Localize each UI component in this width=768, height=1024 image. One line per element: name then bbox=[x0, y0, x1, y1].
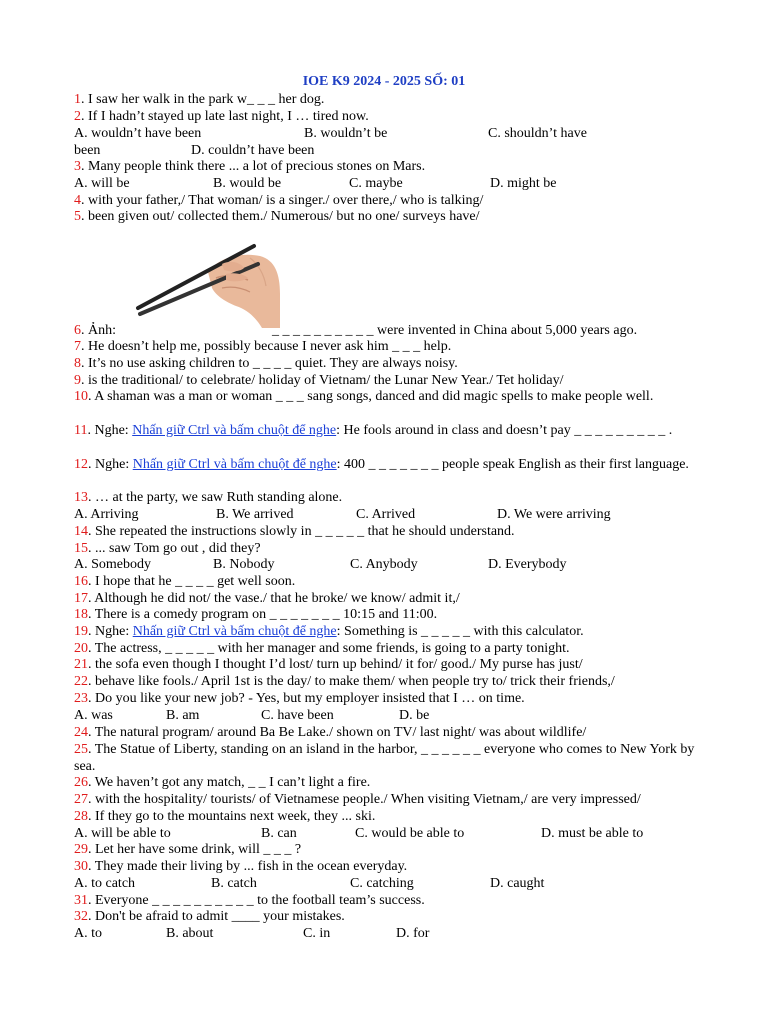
question-text: . Many people think there ... a lot of precious stones on Mars. bbox=[81, 159, 426, 174]
option-c: C. would be able to bbox=[355, 826, 465, 841]
option-b: B. wouldn’t be bbox=[304, 126, 388, 141]
question-number: 27 bbox=[74, 792, 88, 807]
option-d: D. caught bbox=[490, 876, 545, 891]
question-text: . Don't be afraid to admit ____ your mistakes. bbox=[88, 909, 345, 924]
option-a: A. wouldn’t have been bbox=[74, 126, 202, 141]
question-text: . with the hospitality/ tourists/ of Vietnamese people./ When visiting Vietnam,/ are very impressed/ bbox=[88, 792, 641, 807]
question-30 bbox=[74, 859, 714, 876]
question-7 bbox=[74, 339, 714, 356]
question-number: 20 bbox=[74, 641, 88, 656]
question-text: . behave like fools./ April 1st is the day/ to make them/ when people try to/ trick their friends,/ bbox=[88, 674, 615, 689]
question-31 bbox=[74, 893, 714, 910]
option-b: B. can bbox=[261, 826, 297, 841]
option-a: A. to catch bbox=[74, 876, 136, 891]
question-8 bbox=[74, 356, 714, 373]
question-text: : He fools around in class and doesn’t pay _ _ _ _ _ _ _ _ _ . bbox=[336, 423, 673, 438]
question-text: _ _ _ _ _ _ _ _ _ _ were invented in China about 5,000 years ago. bbox=[272, 323, 638, 338]
option-b: B. Nobody bbox=[213, 557, 275, 572]
question-text: . It’s no use asking children to _ _ _ _ quiet. They are always noisy. bbox=[81, 356, 458, 371]
question-11 bbox=[74, 423, 714, 440]
question-text: . Although he did not/ the vase./ that he broke/ we know/ admit it,/ bbox=[88, 591, 460, 606]
question-32 bbox=[74, 909, 714, 926]
option-a: A. Arriving bbox=[74, 507, 139, 522]
question-4 bbox=[74, 193, 714, 210]
option-b: B. am bbox=[166, 708, 200, 723]
question-6 bbox=[74, 323, 714, 340]
question-text: . We haven’t got any match, _ _ I can’t light a fire. bbox=[88, 775, 371, 790]
question-18 bbox=[74, 607, 714, 624]
question-number: 2 bbox=[74, 109, 81, 124]
question-number: 7 bbox=[74, 339, 81, 354]
question-text: . If I hadn’t stayed up late last night, I … tired now. bbox=[81, 109, 369, 124]
option-c: C. have been bbox=[261, 708, 334, 723]
option-d: D. Everybody bbox=[488, 557, 567, 572]
question-text: . Do you like your new job? - Yes, but my employer insisted that I … on time. bbox=[88, 691, 525, 706]
question-2 bbox=[74, 109, 714, 126]
question-20 bbox=[74, 641, 714, 658]
question-text: . There is a comedy program on _ _ _ _ _ _ _ 10:15 and 11:00. bbox=[88, 607, 438, 622]
question-17 bbox=[74, 591, 714, 608]
option-c: C. catching bbox=[350, 876, 414, 891]
option-a: A. to bbox=[74, 926, 102, 941]
question-text: . Everyone _ _ _ _ _ _ _ _ _ _ to the football team’s success. bbox=[88, 893, 425, 908]
listen-audio-link[interactable]: Nhấn giữ Ctrl và bấm chuột để nghe bbox=[132, 457, 337, 472]
question-text: : Something is _ _ _ _ _ with this calculator. bbox=[336, 624, 584, 639]
option-d: D. for bbox=[396, 926, 430, 941]
question-21 bbox=[74, 657, 714, 674]
question-text: . They made their living by ... fish in the ocean everyday. bbox=[88, 859, 408, 874]
question-number: 14 bbox=[74, 524, 88, 539]
question-22 bbox=[74, 674, 714, 691]
option-b: B. would be bbox=[213, 176, 282, 191]
question-text: . ... saw Tom go out , did they? bbox=[88, 541, 261, 556]
question-3 bbox=[74, 159, 714, 176]
option-d: D. We were arriving bbox=[497, 507, 611, 522]
question-text: . The actress, _ _ _ _ _ with her manager and some friends, is going to a party tonight. bbox=[88, 641, 570, 656]
question-number: 17 bbox=[74, 591, 88, 606]
question-prefix: . Nghe: bbox=[88, 457, 133, 472]
option-b: B. about bbox=[166, 926, 214, 941]
question-23 bbox=[74, 691, 714, 708]
question-text: . I hope that he _ _ _ _ get well soon. bbox=[88, 574, 296, 589]
listen-audio-link[interactable]: Nhấn giữ Ctrl và bấm chuột để nghe bbox=[132, 423, 337, 438]
question-19 bbox=[74, 624, 714, 641]
question-10 bbox=[74, 389, 714, 406]
question-24 bbox=[74, 725, 714, 742]
option-b: B. catch bbox=[211, 876, 257, 891]
question-27 bbox=[74, 792, 714, 809]
question-number: 1 bbox=[74, 92, 81, 107]
question-text: . the sofa even though I thought I’d lost/ turn up behind/ it for/ good./ My purse has just/ bbox=[88, 657, 583, 672]
option-a: A. will be able to bbox=[74, 826, 171, 841]
option-d: D. must be able to bbox=[541, 826, 644, 841]
question-12 bbox=[74, 457, 714, 474]
question-number: 16 bbox=[74, 574, 88, 589]
question-number: 13 bbox=[74, 490, 88, 505]
question-number: 30 bbox=[74, 859, 88, 874]
option-d: D. be bbox=[399, 708, 430, 723]
question-number: 15 bbox=[74, 541, 88, 556]
question-number: 9 bbox=[74, 373, 81, 388]
option-c-continued: been bbox=[74, 143, 101, 158]
question-text: . … at the party, we saw Ruth standing alone. bbox=[88, 490, 343, 505]
question-number: 19 bbox=[74, 624, 88, 639]
question-number: 12 bbox=[74, 457, 88, 472]
question-number: 28 bbox=[74, 809, 88, 824]
option-c: C. Anybody bbox=[350, 557, 418, 572]
question-number: 5 bbox=[74, 209, 81, 224]
question-28 bbox=[74, 809, 714, 826]
chopsticks-in-hand-image bbox=[130, 234, 280, 328]
question-text: . been given out/ collected them./ Numerous/ but no one/ surveys have/ bbox=[81, 209, 480, 224]
option-d: D. might be bbox=[490, 176, 557, 191]
question-number: 4 bbox=[74, 193, 81, 208]
question-5 bbox=[74, 209, 714, 226]
option-c: C. shouldn’t have bbox=[488, 126, 587, 141]
question-text: . Let her have some drink, will _ _ _ ? bbox=[88, 842, 302, 857]
question-number: 8 bbox=[74, 356, 81, 371]
option-c: C. maybe bbox=[349, 176, 403, 191]
question-number: 6 bbox=[74, 323, 81, 338]
question-prefix: . Nghe: bbox=[87, 423, 133, 438]
question-number: 29 bbox=[74, 842, 88, 857]
question-number: 26 bbox=[74, 775, 88, 790]
question-number: 23 bbox=[74, 691, 88, 706]
question-15 bbox=[74, 541, 714, 558]
question-number: 11 bbox=[74, 423, 88, 438]
question-number: 10 bbox=[74, 389, 88, 404]
question-text: . If they go to the mountains next week, they ... ski. bbox=[88, 809, 376, 824]
option-a: A. will be bbox=[74, 176, 130, 191]
option-b: B. We arrived bbox=[216, 507, 294, 522]
question-text: . The Statue of Liberty, standing on an island in the harbor, _ _ _ _ _ _ everyone who comes to New York by sea. bbox=[74, 742, 695, 774]
option-a: A. Somebody bbox=[74, 557, 151, 572]
question-1 bbox=[74, 92, 714, 109]
question-14 bbox=[74, 524, 714, 541]
question-text: . She repeated the instructions slowly in _ _ _ _ _ that he should understand. bbox=[88, 524, 515, 539]
question-number: 32 bbox=[74, 909, 88, 924]
option-d: D. couldn’t have been bbox=[191, 143, 315, 158]
question-number: 25 bbox=[74, 742, 88, 757]
question-number: 31 bbox=[74, 893, 88, 908]
question-number: 24 bbox=[74, 725, 88, 740]
question-prefix: . Ảnh: bbox=[81, 323, 116, 338]
question-text: . The natural program/ around Ba Be Lake./ shown on TV/ last night/ was about wildlife/ bbox=[88, 725, 587, 740]
page-title: IOE K9 2024 - 2025 SỐ: 01 bbox=[302, 74, 466, 89]
listen-audio-link[interactable]: Nhấn giữ Ctrl và bấm chuột để nghe bbox=[132, 624, 337, 639]
question-prefix: . Nghe: bbox=[88, 624, 133, 639]
question-number: 3 bbox=[74, 159, 81, 174]
question-text: . I saw her walk in the park w_ _ _ her dog. bbox=[81, 92, 325, 107]
question-number: 22 bbox=[74, 674, 88, 689]
question-text: . is the traditional/ to celebrate/ holiday of Vietnam/ the Lunar New Year./ Tet holiday/ bbox=[81, 373, 564, 388]
question-29 bbox=[74, 842, 714, 859]
question-text: . He doesn’t help me, possibly because I never ask him _ _ _ help. bbox=[81, 339, 452, 354]
question-25 bbox=[74, 742, 714, 775]
question-13 bbox=[74, 490, 714, 507]
question-text: . A shaman was a man or woman _ _ _ sang songs, danced and did magic spells to make people well. bbox=[88, 389, 654, 404]
question-text: . with your father,/ That woman/ is a singer./ over there,/ who is talking/ bbox=[81, 193, 484, 208]
question-16 bbox=[74, 574, 714, 591]
option-c: C. in bbox=[303, 926, 331, 941]
question-9 bbox=[74, 373, 714, 390]
option-c: C. Arrived bbox=[356, 507, 416, 522]
question-26 bbox=[74, 775, 714, 792]
option-a: A. was bbox=[74, 708, 113, 723]
question-number: 18 bbox=[74, 607, 88, 622]
question-number: 21 bbox=[74, 657, 88, 672]
question-text: : 400 _ _ _ _ _ _ _ people speak English as their first language. bbox=[336, 457, 689, 472]
